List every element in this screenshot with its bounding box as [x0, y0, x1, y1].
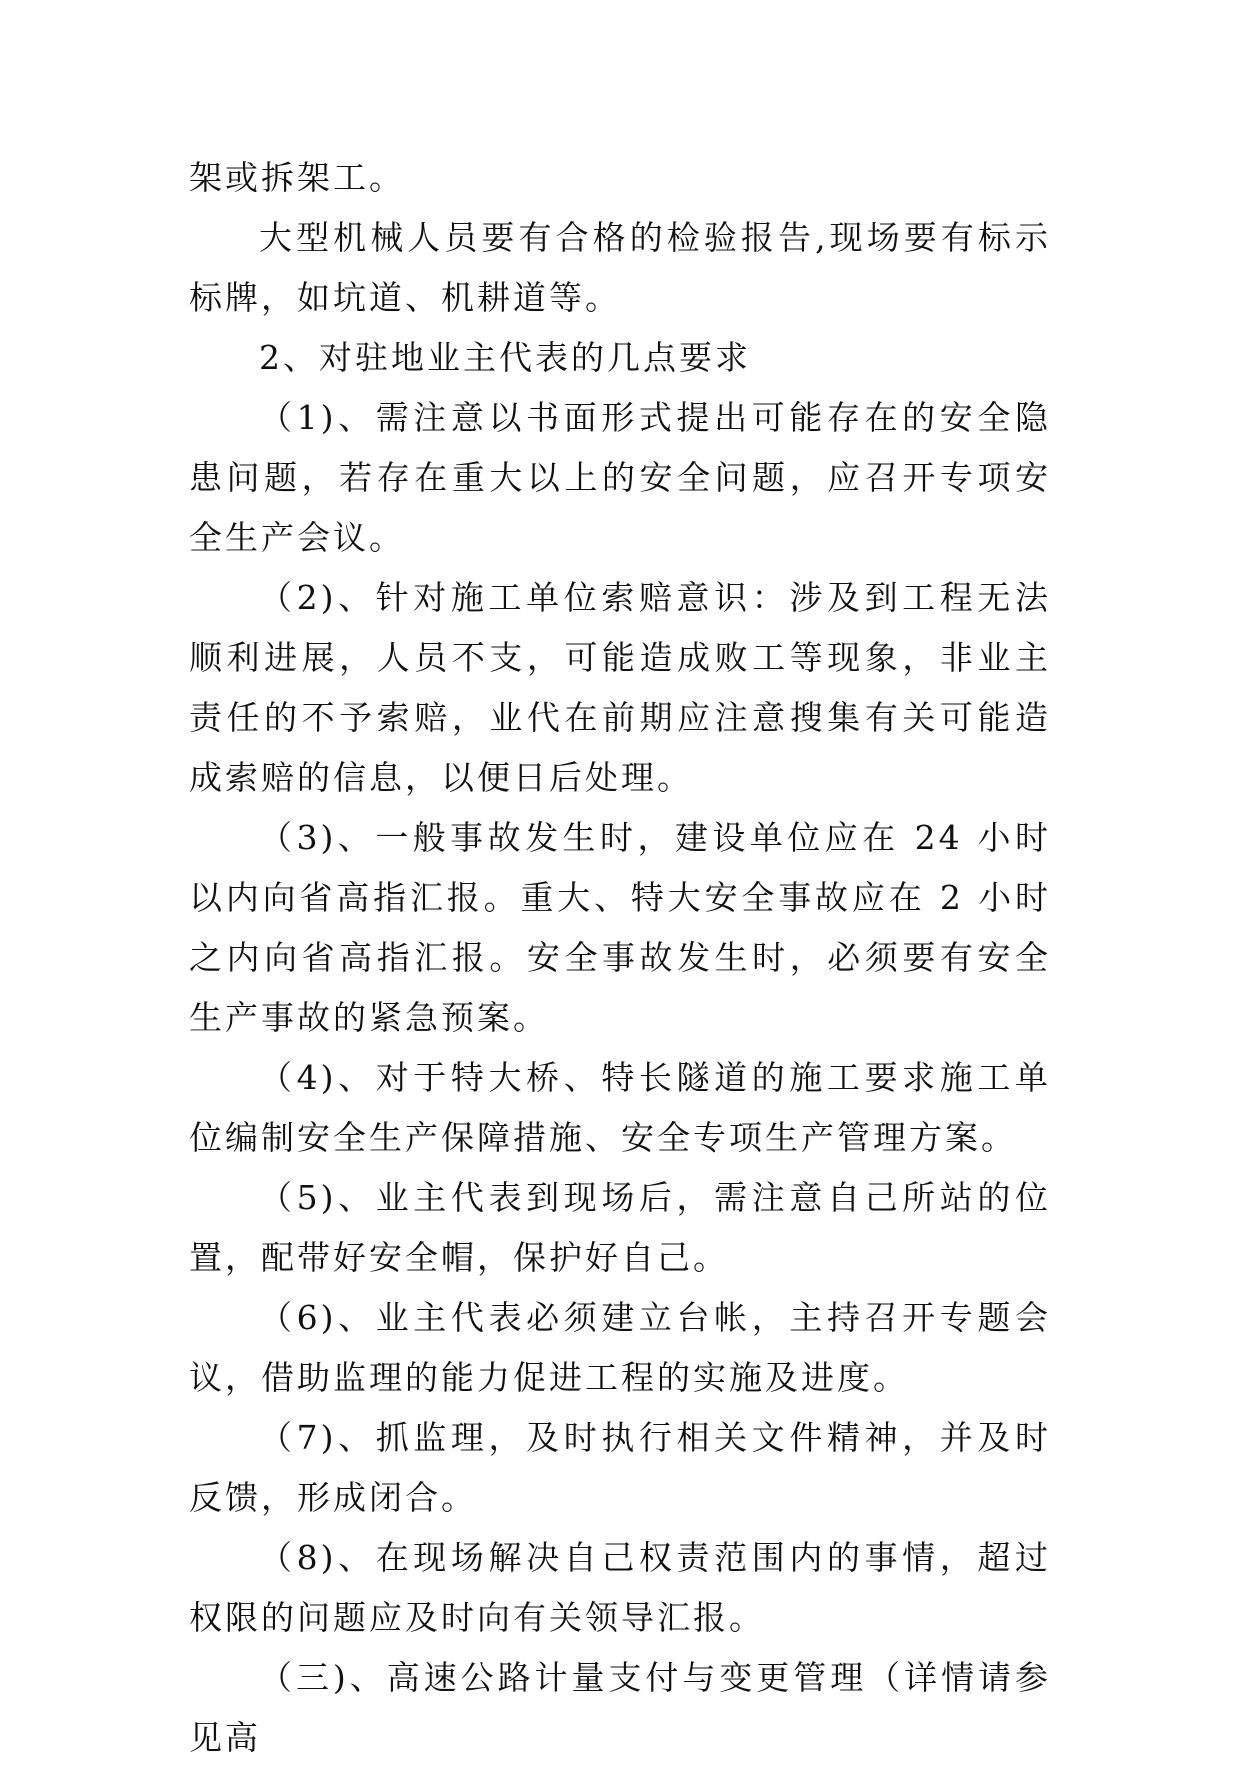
- item-2: （2)、针对施工单位索赔意识：涉及到工程无法顺利进展，人员不支，可能造成败工等现象，非业主责任的不予索赔，业代在前期应注意搜集有关可能造成索赔的信息，以便日后处理。: [189, 578, 1051, 797]
- paragraph-2: 大型机械人员要有合格的检验报告,现场要有标示标牌，如坑道、机耕道等。: [189, 218, 1051, 317]
- paragraph-1: 架或拆架工。: [189, 158, 405, 197]
- item-1: （1)、需注意以书面形式提出可能存在的安全隐患问题，若存在重大以上的安全问题，应召开专项安全生产会议。: [189, 398, 1051, 557]
- subsection-heading: （三)、高速公路计量支付与变更管理（详情请参见高: [189, 1658, 1051, 1757]
- document-body: [189, 148, 1051, 1768]
- item-8: （8)、在现场解决自己权责范围内的事情，超过权限的问题应及时向有关领导汇报。: [189, 1538, 1051, 1637]
- item-6: （6)、业主代表必须建立台帐，主持召开专题会议，借助监理的能力促进工程的实施及进度。: [189, 1298, 1051, 1397]
- section-heading: 2、对驻地业主代表的几点要求: [259, 338, 751, 377]
- item-5: （5)、业主代表到现场后，需注意自己所站的位置，配带好安全帽，保护好自己。: [189, 1178, 1051, 1277]
- item-4: （4)、对于特大桥、特长隧道的施工要求施工单位编制安全生产保障措施、安全专项生产管理方案。: [189, 1058, 1051, 1157]
- item-3: （3)、一般事故发生时，建设单位应在 24 小时以内向省高指汇报。重大、特大安全事故应在 2 小时之内向省高指汇报。安全事故发生时，必须要有安全生产事故的紧急预案。: [189, 818, 1051, 1037]
- item-7: （7)、抓监理，及时执行相关文件精神，并及时反馈，形成闭合。: [189, 1418, 1051, 1517]
